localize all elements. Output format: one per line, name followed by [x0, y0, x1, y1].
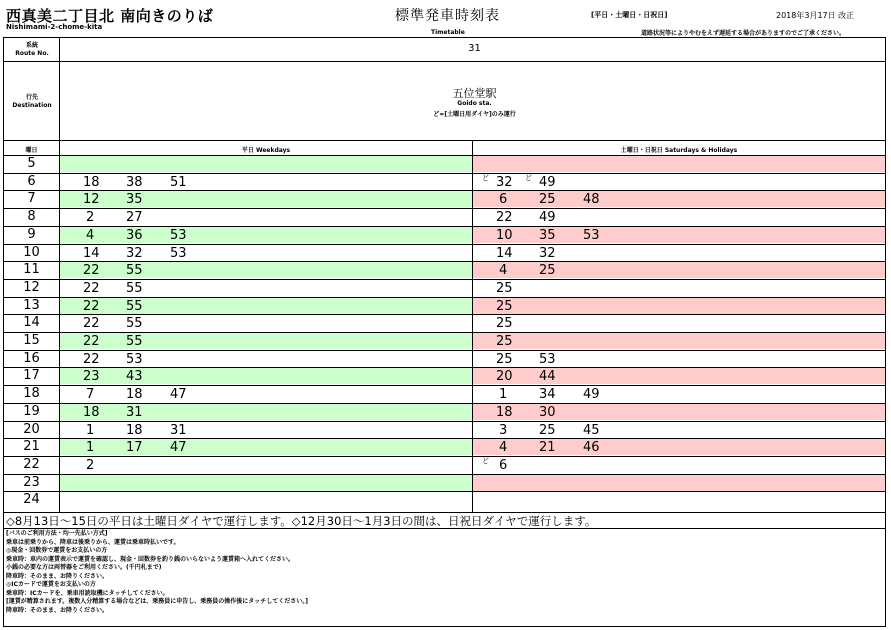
weekend-cell	[473, 314, 885, 331]
weekend-cell	[473, 491, 885, 508]
weekday-cell	[60, 350, 472, 367]
departure-minute: 21	[539, 440, 556, 456]
departure-minute: 6	[499, 192, 508, 208]
departure-minute: 22	[83, 263, 100, 279]
departure-minute: 55	[126, 316, 143, 332]
departure-minute: 4	[499, 263, 508, 279]
instruction-line: [運賃が精算されます。複数人分精算する場合などは、乗務員に申告し、乗務員の操作後にタッチしてください。]	[6, 598, 309, 605]
departure-minute: 47	[170, 387, 187, 403]
departure-minute: 44	[539, 369, 556, 385]
departure-minute: 34	[539, 387, 556, 403]
departure-minute: 31	[126, 404, 143, 420]
weekday-cell	[60, 208, 472, 225]
destination-label-en: Destination	[12, 102, 52, 109]
destination-name: 五位堂駅	[452, 87, 497, 100]
weekend-cell	[473, 226, 885, 243]
departure-minute: 18	[83, 174, 100, 190]
weekday-cell	[60, 403, 472, 420]
hour-cell: 13	[23, 297, 40, 313]
hour-cell: 24	[23, 492, 40, 508]
stop-name-roman: Nishimami-2-chome-kita	[6, 23, 103, 31]
departure-minute: 3	[499, 422, 508, 438]
departure-minute: 55	[126, 280, 143, 296]
destination-name-roman: Goido sta.	[457, 100, 492, 107]
weekday-cell	[60, 279, 472, 296]
table-row	[4, 173, 885, 190]
departure-minute: 6	[499, 457, 508, 473]
weekday-cell	[60, 491, 472, 508]
departure-minute: 4	[86, 227, 95, 243]
hour-cell: 5	[27, 156, 36, 171]
table-row	[4, 491, 885, 508]
weekend-cell	[473, 244, 885, 261]
weekend-cell	[473, 367, 885, 384]
stop-name: 西真美二丁目北 南向きのりば	[6, 7, 214, 25]
departure-minute: 20	[496, 369, 513, 385]
revision-date: 2018年3月17日 改正	[776, 11, 855, 20]
departure-minute: 18	[496, 404, 513, 420]
departure-minute: 35	[539, 227, 556, 243]
table-row	[4, 190, 885, 207]
departure-minute: 7	[86, 387, 95, 403]
hour-cell: 19	[23, 403, 40, 419]
departure-minute: 53	[170, 227, 187, 243]
departure-minute: 32	[496, 174, 513, 190]
departure-minute: 25	[539, 192, 556, 208]
departure-minute: 30	[539, 404, 556, 420]
page-subtitle: Timetable	[431, 29, 465, 36]
departure-minute: 2	[86, 210, 95, 226]
table-row	[4, 314, 885, 331]
destination-label	[4, 94, 60, 110]
departure-minute: 25	[496, 280, 513, 296]
table-row	[4, 244, 885, 261]
departure-minute: 18	[126, 387, 143, 403]
saturday-only-mark: ど	[482, 456, 489, 465]
departure-minute: 36	[126, 227, 143, 243]
weekend-cell	[473, 279, 885, 296]
table-row	[4, 297, 885, 314]
departure-minute: 48	[583, 192, 600, 208]
weekend-cell	[473, 456, 885, 473]
weekend-cell	[473, 190, 885, 207]
weekday-cell	[60, 261, 472, 278]
hour-cell: 17	[23, 368, 40, 384]
departure-minute: 53	[170, 245, 187, 261]
hour-cell: 22	[23, 456, 40, 472]
weekend-cell	[473, 403, 885, 420]
route-label-en: Route No.	[15, 50, 49, 57]
departure-minute: 45	[583, 422, 600, 438]
table-row	[4, 438, 885, 455]
departure-minute: 51	[170, 174, 187, 190]
departure-minute: 1	[499, 387, 508, 403]
hour-cell: 15	[23, 333, 40, 348]
hour-cell: 6	[27, 173, 36, 189]
instruction-line: ◎現金・回数券で運賃をお支払いの方	[6, 547, 108, 554]
table-row	[4, 456, 885, 473]
departure-minute: 10	[496, 227, 513, 243]
weekday-cell	[60, 190, 472, 207]
hour-column-header: 曜日	[25, 147, 38, 154]
table-row	[4, 279, 885, 296]
table-row	[4, 350, 885, 367]
weekend-cell	[473, 155, 885, 172]
departure-minute: 18	[83, 404, 100, 420]
hour-cell: 20	[23, 421, 40, 437]
hour-cell: 9	[27, 226, 36, 242]
departure-minute: 22	[83, 351, 100, 367]
instruction-line: 乗車時：車内の運賃表示で運賃を確認し、現金・回数券を釣り銭のいらないよう運賃箱へ入れてください。	[6, 555, 295, 563]
destination-note: ど=[土曜日用ダイヤ]のみ運行	[433, 111, 516, 118]
weekday-column-header: 平日 Weekdays	[241, 147, 291, 154]
departure-minute: 22	[83, 280, 100, 296]
departure-minute: 53	[583, 227, 600, 243]
table-row	[4, 332, 885, 349]
departure-minute: 22	[496, 210, 513, 226]
weekday-cell	[60, 297, 472, 314]
departure-minute: 23	[83, 369, 100, 385]
hour-cell: 16	[23, 350, 40, 366]
hour-cell: 18	[23, 386, 40, 402]
weekday-cell	[60, 332, 472, 349]
route-number: 31	[468, 43, 481, 54]
weekend-cell	[473, 297, 885, 314]
instruction-line: 小銭の必要な方は両替器をご利用ください。(千円札まで)	[6, 564, 162, 571]
departure-minute: 49	[583, 387, 600, 403]
table-row	[4, 226, 885, 243]
departure-minute: 22	[83, 334, 100, 349]
instruction-line: 降車時：そのまま、お降りください。	[6, 572, 109, 580]
hour-cell: 7	[27, 191, 36, 207]
delay-notice: 道路状況等によりやむをえず遅延する場合がありますのでご了承ください。	[641, 30, 846, 37]
departure-minute: 25	[496, 316, 513, 332]
departure-minute: 31	[170, 422, 187, 438]
departure-minute: 25	[496, 298, 513, 314]
departure-minute: 25	[539, 263, 556, 279]
departure-minute: 49	[539, 174, 556, 190]
table-row	[4, 367, 885, 384]
hour-cell: 8	[27, 209, 36, 225]
departure-minute: 18	[126, 422, 143, 438]
departure-minute: 53	[539, 351, 556, 367]
table-row	[4, 208, 885, 225]
departure-minute: 46	[583, 440, 600, 456]
departure-minute: 12	[83, 192, 100, 208]
departure-minute: 49	[539, 210, 556, 226]
departure-minute: 22	[83, 316, 100, 332]
weekday-cell	[60, 474, 472, 491]
timetable-frame	[3, 37, 886, 627]
weekday-cell	[60, 173, 472, 190]
departure-minute: 32	[539, 245, 556, 261]
hour-cell: 12	[23, 279, 40, 295]
instruction-line: 乗車は前乗りから、降車は後乗りから、運賃は乗車時払いです。	[6, 538, 180, 546]
departure-minute: 25	[539, 422, 556, 438]
hour-cell: 14	[23, 315, 40, 331]
destination-label-ja: 行先	[25, 94, 38, 101]
departure-minute: 38	[126, 174, 143, 190]
hour-cell: 21	[23, 439, 40, 455]
weekend-cell	[473, 173, 885, 190]
instruction-line: 乗車時：ICカードを、乗車用読取機にタッチしてください。	[6, 589, 169, 597]
weekday-cell	[60, 421, 472, 438]
weekday-cell	[60, 226, 472, 243]
weekend-cell	[473, 350, 885, 367]
weekday-cell	[60, 456, 472, 473]
hour-cell: 10	[23, 244, 40, 260]
departure-minute: 32	[126, 245, 143, 261]
departure-minute: 35	[126, 192, 143, 208]
hour-cell: 11	[23, 262, 40, 278]
weekend-cell	[473, 385, 885, 402]
departure-minute: 55	[126, 334, 143, 349]
departure-minute: 14	[83, 245, 100, 261]
weekend-cell	[473, 438, 885, 455]
departure-minute: 17	[126, 440, 143, 456]
weekday-cell	[60, 385, 472, 402]
table-row	[4, 421, 885, 438]
departure-minute: 27	[126, 210, 143, 226]
weekday-cell	[60, 367, 472, 384]
weekday-cell	[60, 155, 472, 172]
day-types: [平日・土曜日・日祝日]	[591, 11, 668, 19]
table-row	[4, 155, 885, 172]
departure-minute: 25	[496, 334, 513, 349]
departure-minute: 25	[496, 351, 513, 367]
departure-minute: 43	[126, 369, 143, 385]
weekend-cell	[473, 332, 885, 349]
departure-minute: 1	[86, 422, 95, 438]
departure-minute: 47	[170, 440, 187, 456]
instruction-line: ◎ICカードで運賃をお支払いの方	[6, 581, 96, 588]
departure-minute: 4	[499, 440, 508, 456]
departure-minute: 14	[496, 245, 513, 261]
table-row	[4, 403, 885, 420]
hour-cell: 23	[23, 474, 40, 490]
weekend-cell	[473, 261, 885, 278]
weekend-cell	[473, 208, 885, 225]
page-title: 標準発車時刻表	[395, 8, 500, 24]
departure-minute: 22	[83, 298, 100, 314]
holiday-schedule-notice: ◇8月13日～15日の平日は土曜日ダイヤで運行します。◇12月30日～1月3日の間は、日祝日ダイヤで運行します。	[6, 514, 597, 528]
route-label	[4, 42, 60, 58]
weekday-cell	[60, 244, 472, 261]
table-row	[4, 385, 885, 402]
route-label-ja: 系統	[25, 42, 38, 49]
weekend-column-header: 土曜日・日祝日 Saturdays & Holidays	[620, 147, 738, 154]
weekday-cell	[60, 438, 472, 455]
departure-minute: 55	[126, 263, 143, 279]
table-row	[4, 474, 885, 491]
saturday-only-mark: ど	[525, 173, 532, 182]
table-row	[4, 261, 885, 278]
departure-minute: 53	[126, 351, 143, 367]
instruction-line: 降車時：そのまま、お降りください。	[6, 606, 109, 614]
saturday-only-mark: ど	[482, 173, 489, 182]
instruction-line: [バスのご利用方法・均一先払い方式]	[6, 530, 108, 537]
departure-minute: 2	[86, 457, 95, 473]
weekend-cell	[473, 421, 885, 438]
departure-minute: 1	[86, 440, 95, 456]
departure-minute: 55	[126, 298, 143, 314]
weekend-cell	[473, 474, 885, 491]
weekday-cell	[60, 314, 472, 331]
